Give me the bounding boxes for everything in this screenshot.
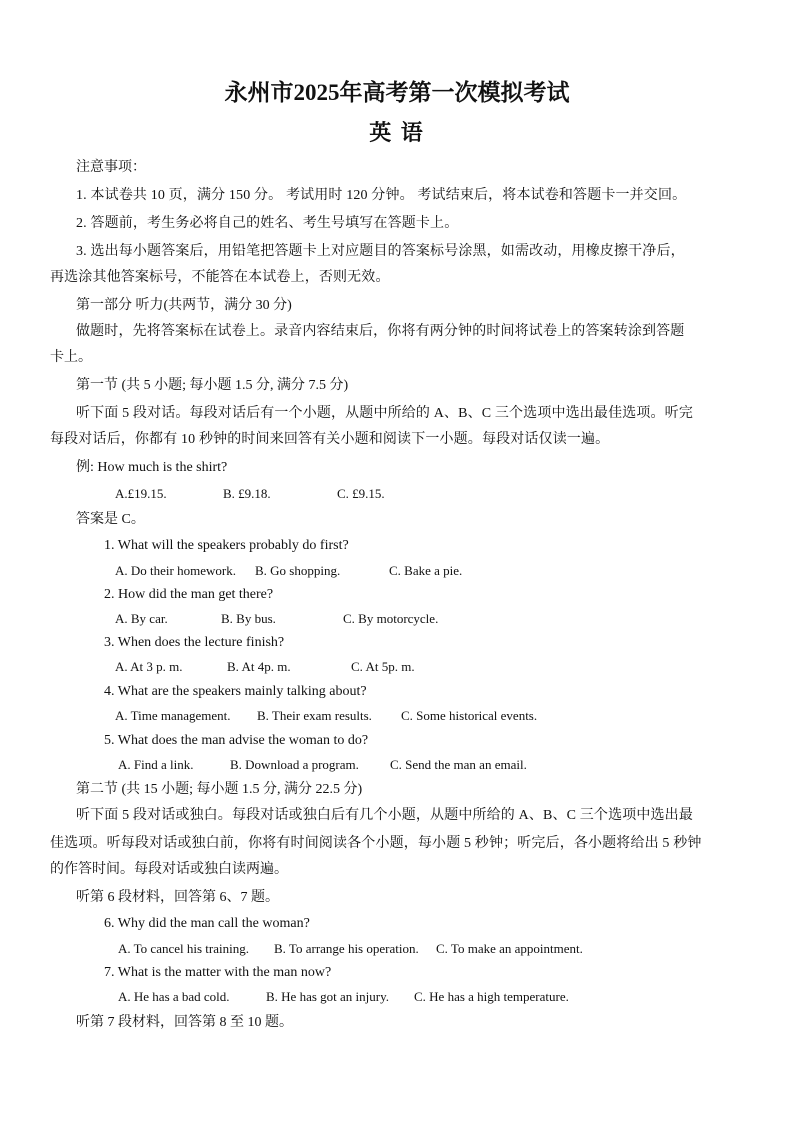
question-4: 4. What are the speakers mainly talking about? <box>104 684 367 699</box>
q1-option-b: B. Go shopping. <box>255 563 341 578</box>
section1-instructions-line-2: 每段对话后，你都有 10 秒钟的时间来回答有关小题和阅读下一小题。每段对话仅读一遍。 <box>50 432 610 447</box>
q1-option-c: C. Bake a pie. <box>389 563 463 578</box>
q3-option-b: B. At 4p. m. <box>227 659 291 674</box>
q3-option-c: C. At 5p. m. <box>351 659 415 674</box>
note-line-1: 1. 本试卷共 10 页，满分 150 分。 考试用时 120 分钟。 考试结束后，将本试卷和答题卡一并交回。 <box>76 188 687 203</box>
example-option-a: A.£19.15. <box>115 486 167 501</box>
q2-option-b: B. By bus. <box>221 611 276 626</box>
material-7-note: 听第 7 段材料，回答第 8 至 10 题。 <box>76 1015 293 1030</box>
q5-option-a: A. Find a link. <box>118 757 194 772</box>
notes-heading: 注意事项： <box>76 160 146 175</box>
q5-option-c: C. Send the man an email. <box>390 757 527 772</box>
q4-option-c: C. Some historical events. <box>401 708 538 723</box>
section2-instructions-line-3: 的作答时间。每段对话或独白读两遍。 <box>50 862 288 877</box>
q6-option-c: C. To make an appointment. <box>436 941 583 956</box>
example-option-b: B. £9.18. <box>223 486 271 501</box>
section2-heading: 第二节 (共 15 小题; 每小题 1.5 分, 满分 22.5 分) <box>76 782 363 797</box>
material-6-note: 听第 6 段材料，回答第 6、7 题。 <box>76 890 279 905</box>
note-line-4: 再选涂其他答案标号，不能答在本试卷上，否则无效。 <box>50 270 390 285</box>
q4-option-b: B. Their exam results. <box>257 708 372 723</box>
q1-option-a: A. Do their homework. <box>115 563 236 578</box>
question-6: 6. Why did the man call the woman? <box>104 916 310 931</box>
q7-option-b: B. He has got an injury. <box>266 989 389 1004</box>
q5-option-b: B. Download a program. <box>230 757 359 772</box>
section1-instructions-line-1: 听下面 5 段对话。每段对话后有一个小题，从题中所给的 A、B、C 三个选项中选出最佳选项。听完 <box>76 406 693 421</box>
q6-option-a: A. To cancel his training. <box>118 941 249 956</box>
q2-option-a: A. By car. <box>115 611 168 626</box>
example-question: 例: How much is the shirt? <box>76 460 228 475</box>
question-5: 5. What does the man advise the woman to do? <box>104 733 369 748</box>
exam-title: 永州市2025年高考第一次模拟考试 <box>224 80 570 105</box>
q4-option-a: A. Time management. <box>115 708 231 723</box>
example-option-c: C. £9.15. <box>337 486 385 501</box>
question-1: 1. What will the speakers probably do first? <box>104 538 349 553</box>
part1-intro-line-1: 做题时，先将答案标在试卷上。录音内容结束后，你将有两分钟的时间将试卷上的答案转涂到答题 <box>76 324 685 339</box>
q7-option-c: C. He has a high temperature. <box>414 989 569 1004</box>
example-answer: 答案是 C。 <box>76 512 145 527</box>
part1-intro-line-2: 卡上。 <box>50 350 92 365</box>
part1-heading: 第一部分 听力(共两节，满分 30 分) <box>76 298 292 313</box>
section2-instructions-line-2: 佳选项。听每段对话或独白前，你将有时间阅读各个小题，每小题 5 秒钟；听完后，各小题将给出 5 秒钟 <box>50 836 702 851</box>
q7-option-a: A. He has a bad cold. <box>118 989 230 1004</box>
q2-option-c: C. By motorcycle. <box>343 611 439 626</box>
section2-instructions-line-1: 听下面 5 段对话或独白。每段对话或独白后有几个小题，从题中所给的 A、B、C 三个选项中选出最 <box>76 808 693 823</box>
note-line-3: 3. 选出每小题答案后，用铅笔把答题卡上对应题目的答案标号涂黑，如需改动，用橡皮擦干净后， <box>76 244 685 259</box>
section1-heading: 第一节 (共 5 小题; 每小题 1.5 分, 满分 7.5 分) <box>76 378 349 393</box>
q6-option-b: B. To arrange his operation. <box>274 941 419 956</box>
question-3: 3. When does the lecture finish? <box>104 635 285 650</box>
note-line-2: 2. 答题前，考生务必将自己的姓名、考生号填写在答题卡上。 <box>76 216 459 231</box>
q3-option-a: A. At 3 p. m. <box>115 659 183 674</box>
question-7: 7. What is the matter with the man now? <box>104 965 332 980</box>
question-2: 2. How did the man get there? <box>104 587 274 602</box>
subject-title: 英 语 <box>369 120 425 145</box>
